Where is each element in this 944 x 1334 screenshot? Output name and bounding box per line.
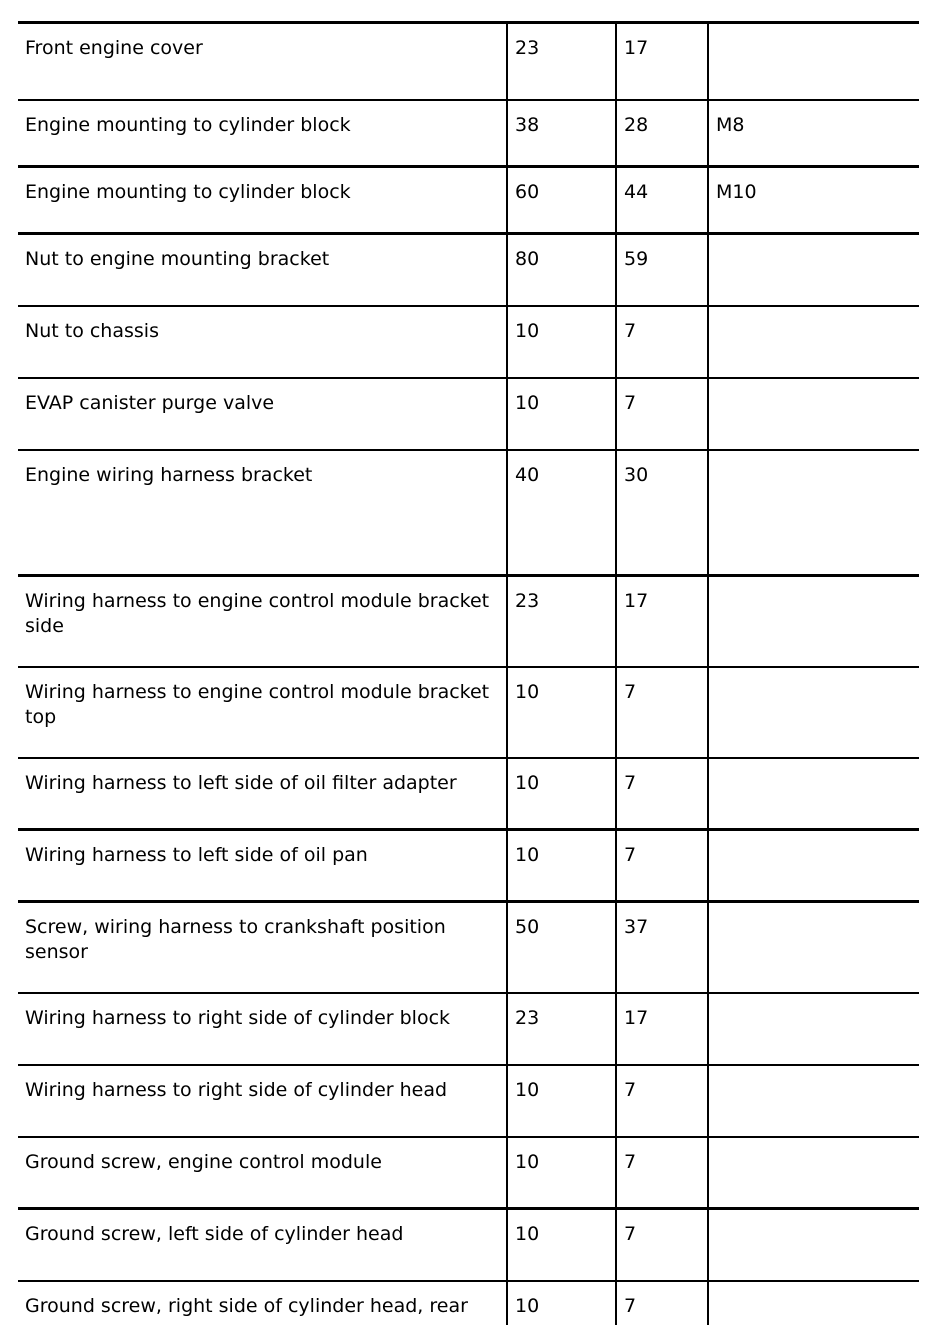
table-row xyxy=(18,450,919,576)
nm-cell: 10 xyxy=(507,306,616,378)
part-cell: Wiring harness to left side of oil filter adapter xyxy=(18,758,507,830)
nm-cell: 10 xyxy=(507,758,616,830)
table-row xyxy=(18,306,919,378)
table-row xyxy=(18,167,919,234)
ftlb-cell: 44 xyxy=(616,167,708,234)
table-row xyxy=(18,1281,919,1325)
note-cell xyxy=(708,1065,919,1137)
part-cell: Ground screw, engine control module xyxy=(18,1137,507,1209)
ftlb-cell: 7 xyxy=(616,1209,708,1281)
nm-cell: 10 xyxy=(507,830,616,902)
note-cell xyxy=(708,993,919,1065)
part-cell: Screw, wiring harness to crankshaft position sensor xyxy=(18,902,507,993)
torque-spec-table xyxy=(18,21,919,1325)
ftlb-cell: 59 xyxy=(616,234,708,306)
ftlb-cell: 7 xyxy=(616,378,708,450)
table-row xyxy=(18,234,919,306)
note-cell xyxy=(708,378,919,450)
nm-cell: 23 xyxy=(507,993,616,1065)
ftlb-cell: 17 xyxy=(616,576,708,667)
ftlb-cell: 17 xyxy=(616,993,708,1065)
note-cell xyxy=(708,667,919,758)
note-cell xyxy=(708,830,919,902)
table-row xyxy=(18,1209,919,1281)
table-row xyxy=(18,576,919,667)
part-cell: Wiring harness to left side of oil pan xyxy=(18,830,507,902)
nm-cell: 10 xyxy=(507,1281,616,1325)
note-cell xyxy=(708,576,919,667)
part-cell: Nut to engine mounting bracket xyxy=(18,234,507,306)
note-cell xyxy=(708,234,919,306)
table-row xyxy=(18,23,919,100)
nm-cell: 80 xyxy=(507,234,616,306)
part-cell: Nut to chassis xyxy=(18,306,507,378)
note-cell xyxy=(708,1137,919,1209)
part-cell: Engine wiring harness bracket xyxy=(18,450,507,576)
note-cell: M8 xyxy=(708,100,919,167)
table-row xyxy=(18,993,919,1065)
table-row xyxy=(18,758,919,830)
part-cell: Engine mounting to cylinder block xyxy=(18,167,507,234)
ftlb-cell: 7 xyxy=(616,306,708,378)
table-row xyxy=(18,902,919,993)
nm-cell: 50 xyxy=(507,902,616,993)
nm-cell: 38 xyxy=(507,100,616,167)
ftlb-cell: 7 xyxy=(616,1137,708,1209)
ftlb-cell: 7 xyxy=(616,830,708,902)
part-cell: Engine mounting to cylinder block xyxy=(18,100,507,167)
ftlb-cell: 30 xyxy=(616,450,708,576)
part-cell: Wiring harness to engine control module bracket side xyxy=(18,576,507,667)
part-cell: Ground screw, left side of cylinder head xyxy=(18,1209,507,1281)
table-row xyxy=(18,830,919,902)
nm-cell: 23 xyxy=(507,23,616,100)
ftlb-cell: 7 xyxy=(616,1065,708,1137)
part-cell: Ground screw, right side of cylinder head, rear xyxy=(18,1281,507,1325)
note-cell xyxy=(708,758,919,830)
note-cell xyxy=(708,902,919,993)
note-cell xyxy=(708,1209,919,1281)
note-cell xyxy=(708,306,919,378)
part-cell: Wiring harness to right side of cylinder head xyxy=(18,1065,507,1137)
note-cell xyxy=(708,1281,919,1325)
table-row xyxy=(18,667,919,758)
nm-cell: 10 xyxy=(507,378,616,450)
part-cell: Wiring harness to right side of cylinder block xyxy=(18,993,507,1065)
table-row xyxy=(18,378,919,450)
note-cell xyxy=(708,450,919,576)
part-cell: EVAP canister purge valve xyxy=(18,378,507,450)
nm-cell: 10 xyxy=(507,1065,616,1137)
table-row xyxy=(18,1065,919,1137)
table-row xyxy=(18,100,919,167)
ftlb-cell: 7 xyxy=(616,758,708,830)
nm-cell: 10 xyxy=(507,667,616,758)
nm-cell: 10 xyxy=(507,1209,616,1281)
nm-cell: 23 xyxy=(507,576,616,667)
ftlb-cell: 7 xyxy=(616,667,708,758)
nm-cell: 10 xyxy=(507,1137,616,1209)
ftlb-cell: 7 xyxy=(616,1281,708,1325)
note-cell: M10 xyxy=(708,167,919,234)
ftlb-cell: 37 xyxy=(616,902,708,993)
note-cell xyxy=(708,23,919,100)
ftlb-cell: 17 xyxy=(616,23,708,100)
part-cell: Front engine cover xyxy=(18,23,507,100)
part-cell: Wiring harness to engine control module bracket top xyxy=(18,667,507,758)
nm-cell: 60 xyxy=(507,167,616,234)
table-row xyxy=(18,1137,919,1209)
nm-cell: 40 xyxy=(507,450,616,576)
ftlb-cell: 28 xyxy=(616,100,708,167)
